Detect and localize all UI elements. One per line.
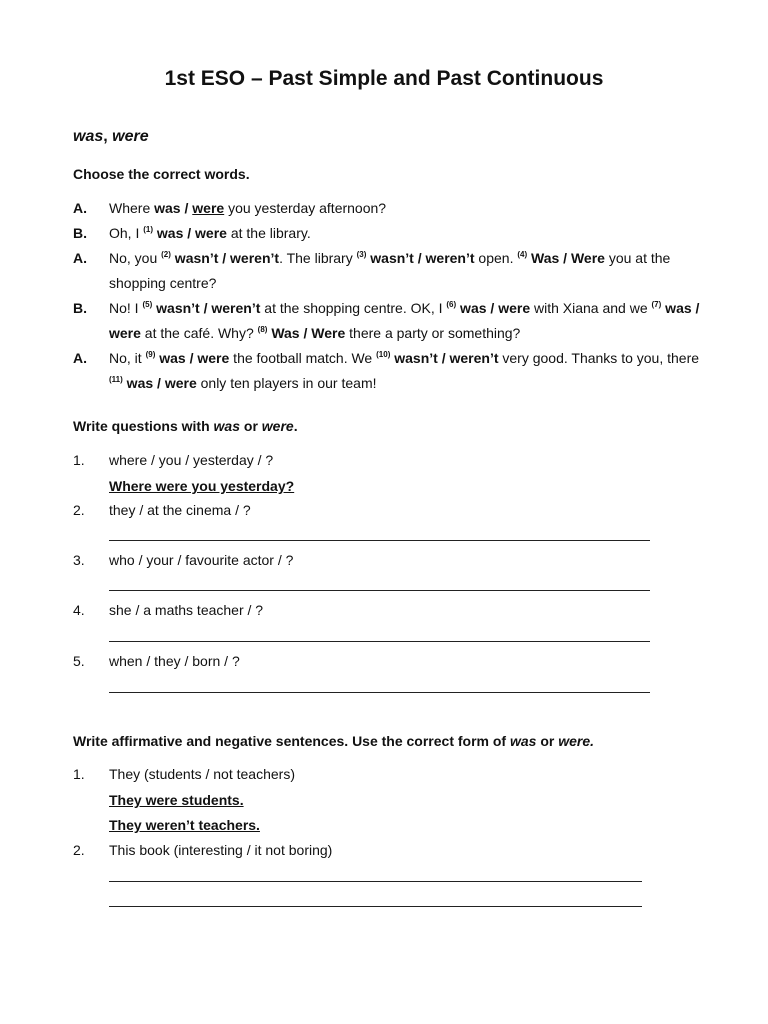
section-heading: was, were: [73, 128, 149, 145]
speaker-label: B.: [73, 300, 87, 316]
speaker-label: A.: [73, 350, 87, 366]
exercise-3-instruction: Write affirmative and negative sentences. Use the correct form of was or were.: [73, 733, 595, 749]
dialogue-line-2: B. Oh, I $^{(1)}$ was / were at the library.: [73, 221, 703, 246]
dialogue-line-5: A. No, it $^{(9)}$ was / were the football match. We $^{(10)}$ wasn’t / weren’t very good. Thanks to you, there $^{(11)}$ was / were only ten players in our team!: [73, 346, 703, 396]
speaker-label: A.: [73, 250, 87, 266]
answer-line[interactable]: [109, 906, 642, 907]
answer-line[interactable]: [109, 641, 650, 642]
exercise-1-instruction: Choose the correct words.: [73, 166, 250, 182]
example-answer: Where were you yesterday?: [109, 478, 295, 494]
page-title: 1st ESO – Past Simple and Past Continuous: [164, 67, 604, 90]
speaker-label: B.: [73, 225, 87, 241]
dialogue-line-3: A. No, you $^{(2)}$ wasn’t / weren’t. The library $^{(3)}$ wasn’t / weren’t open. $^{(4)}$ Was / Were you at the shopping centre?: [73, 246, 703, 296]
example-answer-affirmative: They were students.: [109, 792, 244, 808]
answer-line[interactable]: [109, 540, 650, 541]
example-answer-negative: They weren’t teachers.: [109, 817, 260, 833]
answer-line[interactable]: [109, 692, 650, 693]
speaker-label: A.: [73, 200, 87, 216]
answer-line[interactable]: [109, 590, 650, 591]
dialogue-line-1: A. Where was / were you yesterday afternoon?: [73, 196, 703, 221]
exercise-2-instruction: Write questions with was or were.: [73, 418, 298, 434]
answer-line[interactable]: [109, 881, 642, 882]
dialogue-line-4: B. No! I $^{(5)}$ wasn’t / weren’t at the shopping centre. OK, I $^{(6)}$ was / were with Xiana and we $^{(7)}$ was / were at the café. Why? $^{(8)}$ Was / Were there a party or something?: [73, 296, 703, 346]
